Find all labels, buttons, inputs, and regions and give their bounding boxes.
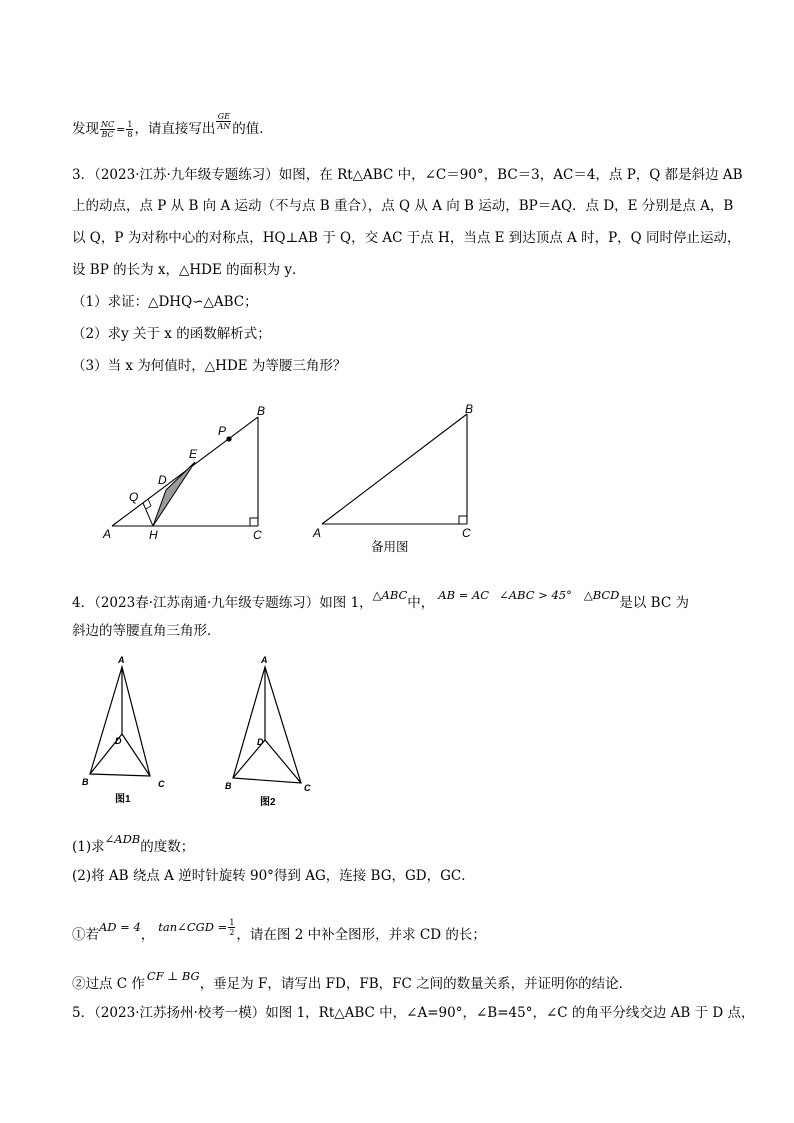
math-triangle-bcd: △BCD: [583, 588, 620, 602]
label-a: A: [313, 526, 322, 540]
shaded-triangle-hde: [153, 462, 195, 526]
label-h: H: [149, 528, 158, 542]
label-c: C: [253, 528, 262, 542]
equals-sign: =: [116, 123, 126, 136]
q4-text-a: 4．（2023春·江苏南通·九年级专题练习）如图 1，: [72, 595, 373, 611]
segment-cd: [265, 740, 301, 783]
math-triangle-abc: △ABC: [372, 588, 408, 602]
fraction-one-half: [228, 918, 235, 937]
q4-text-c: 是以 BC 为: [619, 595, 689, 611]
q3-sub3: （3）当 x 为何值时，△HDE 为等腰三角形？: [72, 358, 347, 374]
case2-a: ②过点 C 作: [72, 976, 145, 992]
frac-num: GE: [217, 112, 230, 121]
frac-den: BC: [101, 130, 114, 139]
label-a: A: [261, 655, 268, 665]
label-b: B: [465, 402, 474, 416]
q4-sub1-b: 的度数；: [140, 839, 195, 855]
math-ab-eq-ac: AB = AC: [438, 588, 490, 602]
fraction-nc-bc: [100, 120, 115, 139]
label-c: C: [158, 779, 165, 789]
frac-den: 8: [127, 130, 133, 139]
right-angle-mark: [459, 516, 467, 524]
label-c: C: [462, 526, 471, 540]
segment-ab: [322, 414, 467, 524]
q4-figure-2: [222, 652, 322, 812]
q3-sub1: （1）求证：△DHQ∽△ABC；: [72, 294, 258, 310]
frac-num: 1: [127, 120, 133, 129]
fraction-one-eighth: [126, 120, 133, 139]
label-p: P: [218, 424, 227, 438]
label-q: Q: [129, 490, 139, 504]
q4-figure-1: [78, 652, 168, 807]
label-d: D: [158, 473, 167, 487]
right-angle-mark: [250, 518, 258, 526]
math-cf-perp-bg: CF ⊥ BG: [146, 969, 200, 983]
case2-b: ，垂足为 F，请写出 FD，FB，FC 之间的数量关系，并证明你的结论．: [199, 976, 633, 992]
q4-line2: 斜边的等腰直角三角形．: [72, 623, 221, 639]
q3-sub2: （2）求y 关于 x 的函数解析式；: [72, 326, 271, 342]
frac-num: 1: [229, 918, 235, 927]
math-angle-abc-gt-45: ∠ABC > 45°: [499, 588, 572, 602]
label-e: E: [189, 447, 198, 461]
math-ad-eq-4: AD = 4: [99, 920, 141, 934]
q3-line2: 上的动点，点 P 从 B 向 A 运动（不与点 B 重合），点 Q 从 A 向 B 运动，BP＝AQ．点 D，E 分别是点 A，B: [72, 198, 734, 214]
fraction-ge-an: [216, 112, 231, 131]
math-angle-adb: ∠ADB: [104, 832, 141, 846]
frac-num: NC: [101, 120, 115, 129]
frac-den: 2: [229, 928, 235, 937]
text-prefix: 发现: [72, 121, 99, 137]
case1-sep: ，: [140, 927, 155, 943]
segment-qh: [143, 503, 153, 526]
caption-figure-2: 图2: [260, 797, 276, 808]
q3-line1: 3．（2023·江苏·九年级专题练习）如图，在 Rt△ABC 中，∠C＝90°，BC＝3，AC＝4，点 P，Q 都是斜边 AB: [72, 167, 743, 183]
label-c: C: [304, 783, 311, 793]
q4-line1: [72, 588, 689, 612]
label-d: D: [115, 736, 122, 746]
caption-spare-figure: 备用图: [371, 540, 409, 554]
triangle-abc: [90, 667, 150, 776]
q3-line3: 以 Q，P 为对称中心的对称点，HQ⊥AB 于 Q，交 AC 于点 H，当点 E 到达顶点 A 时，P，Q 同时停止运动，: [72, 230, 741, 246]
q4-text-b: 中，: [407, 595, 435, 611]
q4-sub1: [72, 832, 195, 856]
label-a: A: [103, 527, 112, 541]
frac-den: AN: [217, 122, 231, 131]
math-tan-cgd: tan∠CGD =: [158, 920, 228, 934]
q3-figure-spare: [305, 400, 490, 560]
label-b: B: [82, 777, 89, 787]
q5-line1: 5．（2023·江苏扬州·校考一模）如图 1，Rt△ABC 中，∠A=90°，∠B=45°，∠C 的角平分线交边 AB 于 D 点，: [72, 1005, 755, 1021]
caption-figure-1: 图1: [115, 794, 131, 805]
case1-a: ①若: [72, 927, 99, 943]
label-b: B: [225, 781, 232, 791]
label-b: B: [257, 404, 266, 418]
q3-line4: 设 BP 的长为 x，△HDE 的面积为 y．: [72, 262, 306, 278]
point-p: [226, 436, 231, 441]
intro-line: [72, 112, 273, 139]
text-middle: ，请直接写出: [134, 121, 216, 137]
q4-sub1-a: (1)求: [72, 839, 105, 855]
q4-case2: [72, 969, 633, 993]
q4-sub2: (2)将 AB 绕点 A 逆时针旋转 90°得到 AG，连接 BG，GD，GC．: [72, 868, 475, 884]
label-d: D: [257, 737, 264, 747]
q3-figure-main: [95, 400, 280, 545]
segment-cd: [122, 734, 150, 776]
text-suffix: 的值．: [232, 121, 273, 137]
q4-case1: [72, 918, 486, 945]
label-a: A: [118, 655, 125, 665]
case1-b: ，请在图 2 中补全图形，并求 CD 的长；: [236, 927, 486, 943]
